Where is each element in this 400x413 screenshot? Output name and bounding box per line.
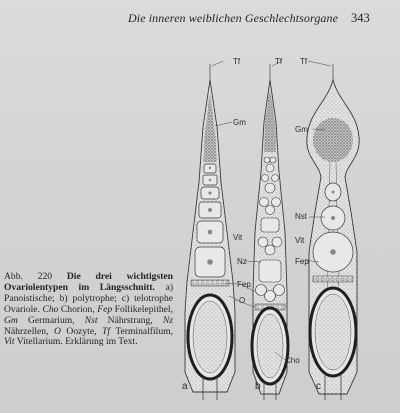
def-o: Oozyte, xyxy=(66,325,97,337)
def-cho: Chorion, xyxy=(60,303,95,315)
abbr-nst: Nst xyxy=(84,314,98,326)
ovariole-c xyxy=(307,64,359,400)
caption-title: Die drei wichtigsten Ovariolentypen im Längsschnitt. xyxy=(4,271,173,293)
label-gm-a: Gm xyxy=(233,118,246,127)
label-vit-a: Vit xyxy=(233,233,243,242)
def-gm: Germarium, xyxy=(27,314,75,326)
label-cho: Cho xyxy=(285,356,300,365)
abbr-vit: Vit xyxy=(4,336,15,348)
label-fep-c: Fep xyxy=(295,257,309,266)
ovariole-figure xyxy=(175,52,400,402)
def-vit: Vitellarium. xyxy=(16,336,63,348)
label-vit-c: Vit xyxy=(295,236,305,245)
label-tf-a: Tf xyxy=(233,57,241,66)
label-fep-a: Fep xyxy=(237,280,251,289)
label-nst: Nst xyxy=(295,212,307,221)
def-nst: Nährstrang, xyxy=(107,314,153,326)
abbr-cho: Cho xyxy=(42,303,59,315)
def-tf: Terminalfilum, xyxy=(115,325,173,337)
label-gm-c: Gm xyxy=(295,125,308,134)
def-fep: Follikelepithel, xyxy=(114,303,173,315)
caption-ending: Erklärung im Text. xyxy=(65,336,138,348)
label-tf-c: Tf xyxy=(300,57,308,66)
ovariole-a xyxy=(185,64,235,400)
label-o: O xyxy=(239,296,246,305)
abbr-fep: Fep xyxy=(97,303,113,315)
label-nz: Nz xyxy=(237,257,247,266)
def-nz: Nährzellen, xyxy=(4,325,49,337)
ovariole-b xyxy=(252,64,288,400)
figure-caption xyxy=(4,272,173,348)
panel-label-c: c xyxy=(316,381,321,392)
running-head: Die inneren weiblichen Geschlechtsorgane xyxy=(128,11,339,25)
abbr-nz: Nz xyxy=(162,314,173,326)
page-number: 343 xyxy=(351,11,370,25)
label-tf-b: Tf xyxy=(275,57,283,66)
panel-label-a: a xyxy=(182,381,188,392)
ovariole-illustration xyxy=(175,52,400,402)
caption-number: Abb. 220 xyxy=(4,271,53,282)
caption-parts: a) Panoistische; b) polytrophe; c) telotrophe Ovariole. xyxy=(4,281,174,315)
abbr-o: O xyxy=(53,325,61,337)
abbr-gm: Gm xyxy=(4,314,18,326)
abbr-tf: Tf xyxy=(101,325,110,337)
panel-label-b: b xyxy=(255,381,261,392)
